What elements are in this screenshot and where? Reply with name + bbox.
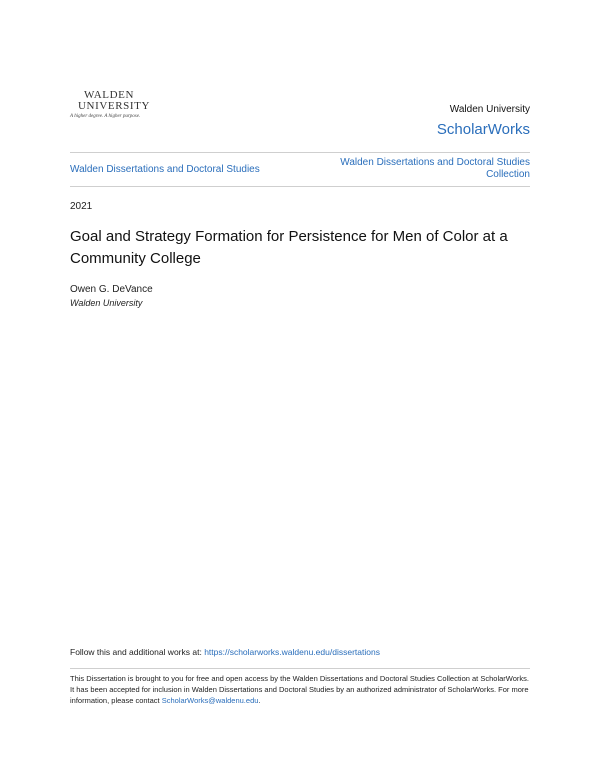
notice-text: This Dissertation is brought to you for free and open access by the Walden Dissertations and Doctoral Studies Collection at ScholarWorks. It has been accepted for inclusion in Walden Dissertations and Doctoral Studies by an authorized administrator of ScholarWorks. For more information, please contact [70,674,529,705]
author-affiliation: Walden University [70,298,143,308]
author-name: Owen G. DeVance [70,284,153,295]
publication-year: 2021 [70,201,93,212]
institution-name: Walden University [449,104,530,115]
scholarworks-link[interactable]: ScholarWorks [436,121,530,138]
document-title: Goal and Strategy Formation for Persistence for Men of Color at a Community College [70,228,508,267]
dissertations-collection-link[interactable]: Walden Dissertations and Doctoral Studies Collection [340,157,530,180]
access-notice [70,673,530,706]
follow-prefix: Follow this and additional works at: [70,647,205,657]
divider-bottom [70,186,530,187]
contact-email-link[interactable]: ScholarWorks@waldenu.edu [161,696,259,705]
follow-line [70,647,380,657]
walden-university-logo [70,90,160,119]
notice-end: . [258,696,261,705]
dissertations-link[interactable]: Walden Dissertations and Doctoral Studies [70,164,260,175]
logo-line-university: UNIVERSITY [78,100,150,112]
divider-footer [70,668,530,669]
divider-top [70,152,530,153]
logo-line-walden: WALDEN [84,89,135,101]
dissertations-url-link[interactable]: https://scholarworks.waldenu.edu/dissertations [204,647,380,657]
logo-tagline: A higher degree. A higher purpose. [70,114,141,119]
